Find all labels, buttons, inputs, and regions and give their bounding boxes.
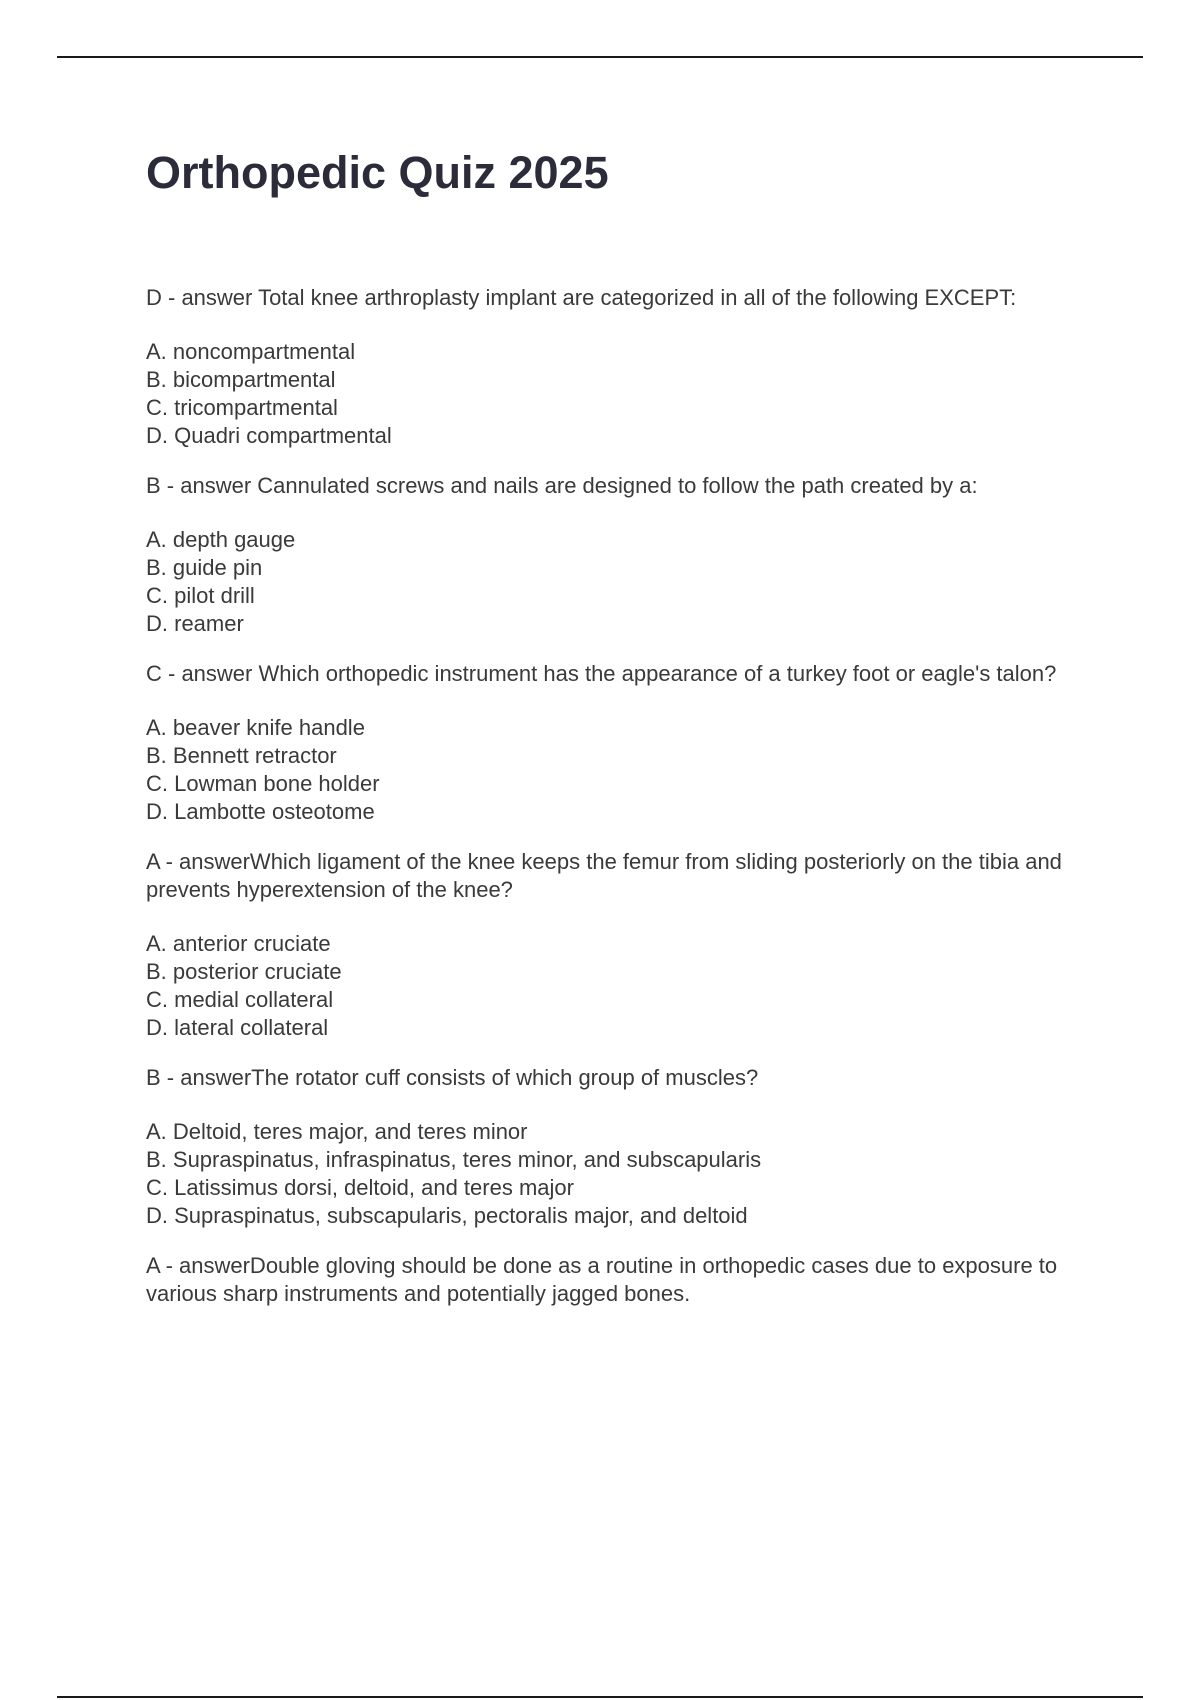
- answer-option: A. Deltoid, teres major, and teres minor: [146, 1119, 528, 1144]
- question-block: [146, 848, 1086, 1042]
- answer-option: B. guide pin: [146, 555, 263, 580]
- answer-option: D. lateral collateral: [146, 1015, 329, 1040]
- answer-option: B. Bennett retractor: [146, 743, 337, 768]
- question-text: A - answerWhich ligament of the knee keeps the femur from sliding posteriorly on the tibia and prevents hyperextension of the knee?: [146, 849, 1062, 902]
- question-block: [146, 284, 1086, 450]
- question-text: A - answerDouble gloving should be done as a routine in orthopedic cases due to exposure to various sharp instruments and potentially jagged bones.: [146, 1253, 1058, 1306]
- answer-option: D. reamer: [146, 611, 244, 636]
- question-text: C - answer Which orthopedic instrument has the appearance of a turkey foot or eagle's talon?: [146, 661, 1057, 686]
- document-title: Orthopedic Quiz 2025: [146, 147, 609, 198]
- answer-options: [146, 714, 1086, 826]
- question-text: B - answer Cannulated screws and nails are designed to follow the path created by a:: [146, 473, 978, 498]
- answer-option: D. Quadri compartmental: [146, 423, 392, 448]
- answer-options: [146, 1118, 1086, 1230]
- answer-options: [146, 526, 1086, 638]
- answer-option: C. Latissimus dorsi, deltoid, and teres major: [146, 1175, 574, 1200]
- top-rule: [57, 56, 1143, 58]
- answer-option: B. Supraspinatus, infraspinatus, teres minor, and subscapularis: [146, 1147, 762, 1172]
- answer-option: B. bicompartmental: [146, 367, 336, 392]
- answer-option: C. pilot drill: [146, 583, 255, 608]
- answer-option: D. Supraspinatus, subscapularis, pectoralis major, and deltoid: [146, 1203, 748, 1228]
- question-block: [146, 1252, 1086, 1308]
- answer-option: A. depth gauge: [146, 527, 296, 552]
- answer-option: D. Lambotte osteotome: [146, 799, 375, 824]
- answer-options: [146, 930, 1086, 1042]
- answer-option: B. posterior cruciate: [146, 959, 342, 984]
- answer-option: C. Lowman bone holder: [146, 771, 380, 796]
- question-list: [146, 284, 1086, 1334]
- question-text: B - answerThe rotator cuff consists of which group of muscles?: [146, 1065, 759, 1090]
- question-block: [146, 1064, 1086, 1230]
- answer-option: A. noncompartmental: [146, 339, 356, 364]
- question-block: [146, 660, 1086, 826]
- answer-option: C. tricompartmental: [146, 395, 338, 420]
- bottom-rule: [57, 1696, 1143, 1698]
- question-text: D - answer Total knee arthroplasty implant are categorized in all of the following EXCEPT:: [146, 285, 1017, 310]
- answer-option: A. anterior cruciate: [146, 931, 331, 956]
- question-block: [146, 472, 1086, 638]
- answer-option: A. beaver knife handle: [146, 715, 365, 740]
- answer-options: [146, 338, 1086, 450]
- answer-option: C. medial collateral: [146, 987, 334, 1012]
